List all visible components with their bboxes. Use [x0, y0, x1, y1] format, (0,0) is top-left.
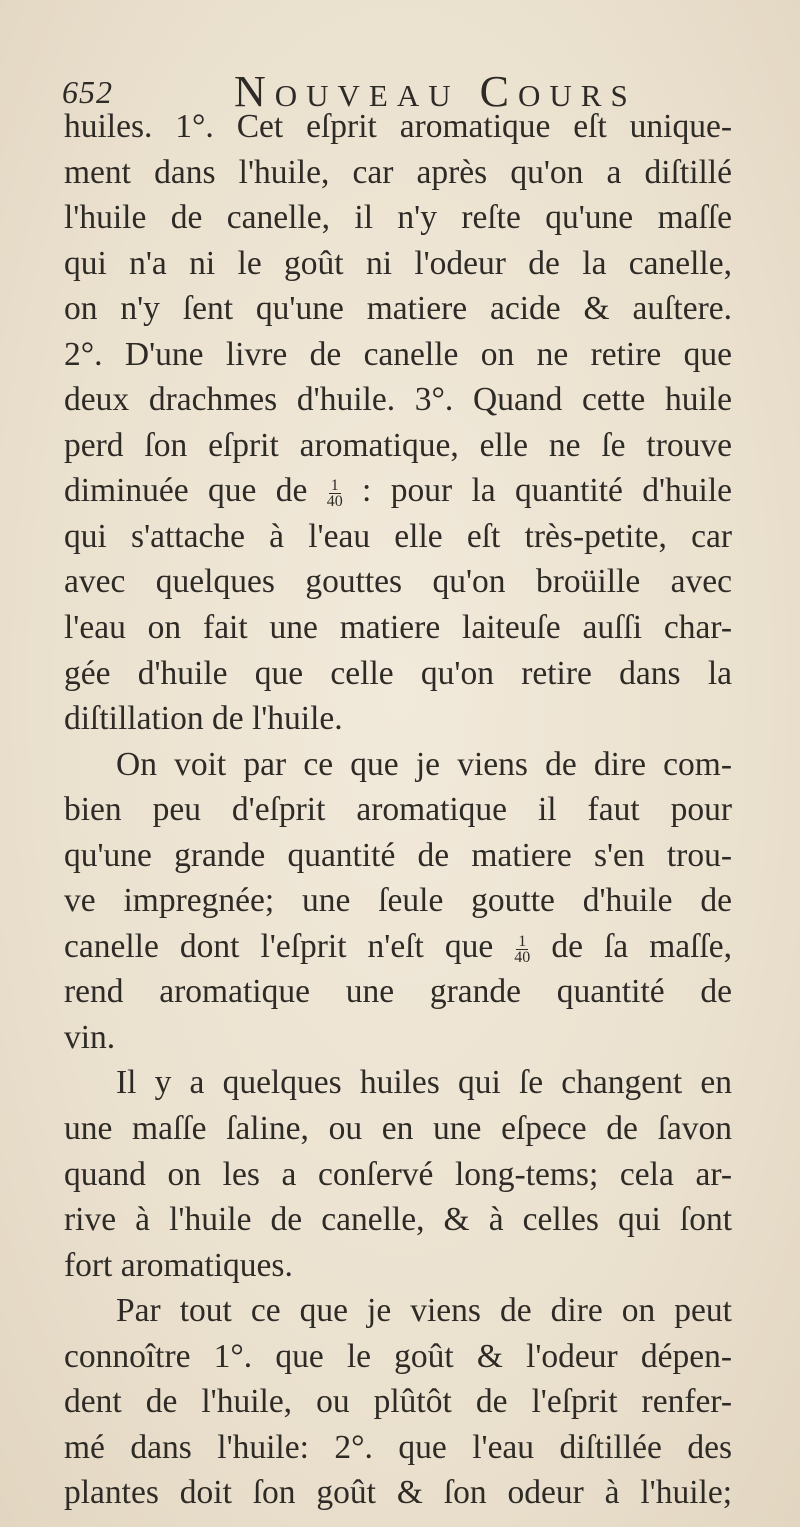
- text-segment: diminuée que de: [64, 472, 327, 510]
- fraction-numerator: 1: [330, 477, 339, 495]
- text-line: mé dans l'huile: 2°. que l'eau diſtillée des: [64, 1428, 732, 1466]
- fraction-denominator: 40: [514, 948, 531, 966]
- text-segment: : pour la quantité d'huile: [362, 472, 732, 510]
- text-line: ment dans l'huile, car après qu'on a diſtillé: [64, 153, 732, 191]
- text-segment: canelle dont l'eſprit n'eſt que: [64, 927, 515, 965]
- text-line: on n'y ſent qu'une matiere acide & auſtere.: [64, 290, 732, 328]
- text-line: quand on les a conſervé long-tems; cela ar-: [64, 1155, 732, 1193]
- text-line: une maſſe ſaline, ou en une eſpece de ſavon: [64, 1110, 732, 1148]
- text-line: [64, 924, 732, 970]
- page-number: 652: [62, 74, 113, 110]
- text-segment: de ſa maſſe,: [551, 927, 732, 965]
- text-line: On voit par ce que je viens de dire com-: [116, 745, 732, 783]
- text-line: rend aromatique une grande quantité de: [64, 973, 732, 1011]
- text-line: perd ſon eſprit aromatique, elle ne ſe trouve: [64, 426, 732, 464]
- text-line: gée d'huile que celle qu'on retire dans la: [64, 654, 732, 692]
- text-line: 2°. D'une livre de canelle on ne retire que: [64, 335, 732, 373]
- text-line: bien peu d'eſprit aromatique il faut pour: [64, 791, 732, 829]
- text-line: plantes doit ſon goût & ſon odeur à l'huile;: [64, 1474, 732, 1512]
- fraction-numerator: 1: [518, 932, 527, 950]
- text-line: diſtillation de l'huile.: [64, 700, 343, 738]
- text-line: qu'une grande quantité de matiere s'en trou-: [64, 836, 732, 874]
- text-line: huiles. 1°. Cet eſprit aromatique eſt unique-: [64, 108, 732, 145]
- text-line: rive à l'huile de canelle, & à celles qui ſont: [64, 1201, 732, 1239]
- fraction-denominator: 40: [326, 493, 343, 511]
- text-line: avec quelques gouttes qu'on broüille avec: [64, 563, 732, 601]
- text-line: Il y a quelques huiles qui ſe changent en: [116, 1064, 732, 1102]
- text-line: fort aromatiques.: [64, 1246, 293, 1284]
- text-line: ve impregnée; une ſeule goutte d'huile de: [64, 882, 732, 920]
- fraction: [327, 478, 343, 509]
- running-title: Nouveau Cours: [234, 67, 637, 116]
- text-line: qui s'attache à l'eau elle eſt très-petite, car: [64, 517, 732, 555]
- text-line: qui n'a ni le goût ni l'odeur de la canelle,: [64, 244, 732, 282]
- text-line: dent de l'huile, ou plûtôt de l'eſprit renfer-: [64, 1383, 732, 1421]
- text-line: [64, 468, 732, 514]
- text-line: Par tout ce que je viens de dire on peut: [116, 1292, 732, 1330]
- text-line: l'eau on fait une matiere laiteuſe auſſi char-: [64, 609, 732, 647]
- fraction: [514, 934, 530, 965]
- text-line: vin.: [64, 1018, 116, 1056]
- text-block: [64, 104, 732, 1516]
- text-line: l'huile de canelle, il n'y reſte qu'une maſſe: [64, 199, 732, 237]
- text-line: deux drachmes d'huile. 3°. Quand cette huile: [64, 381, 732, 419]
- text-line: connoître 1°. que le goût & l'odeur dépen-: [64, 1337, 732, 1375]
